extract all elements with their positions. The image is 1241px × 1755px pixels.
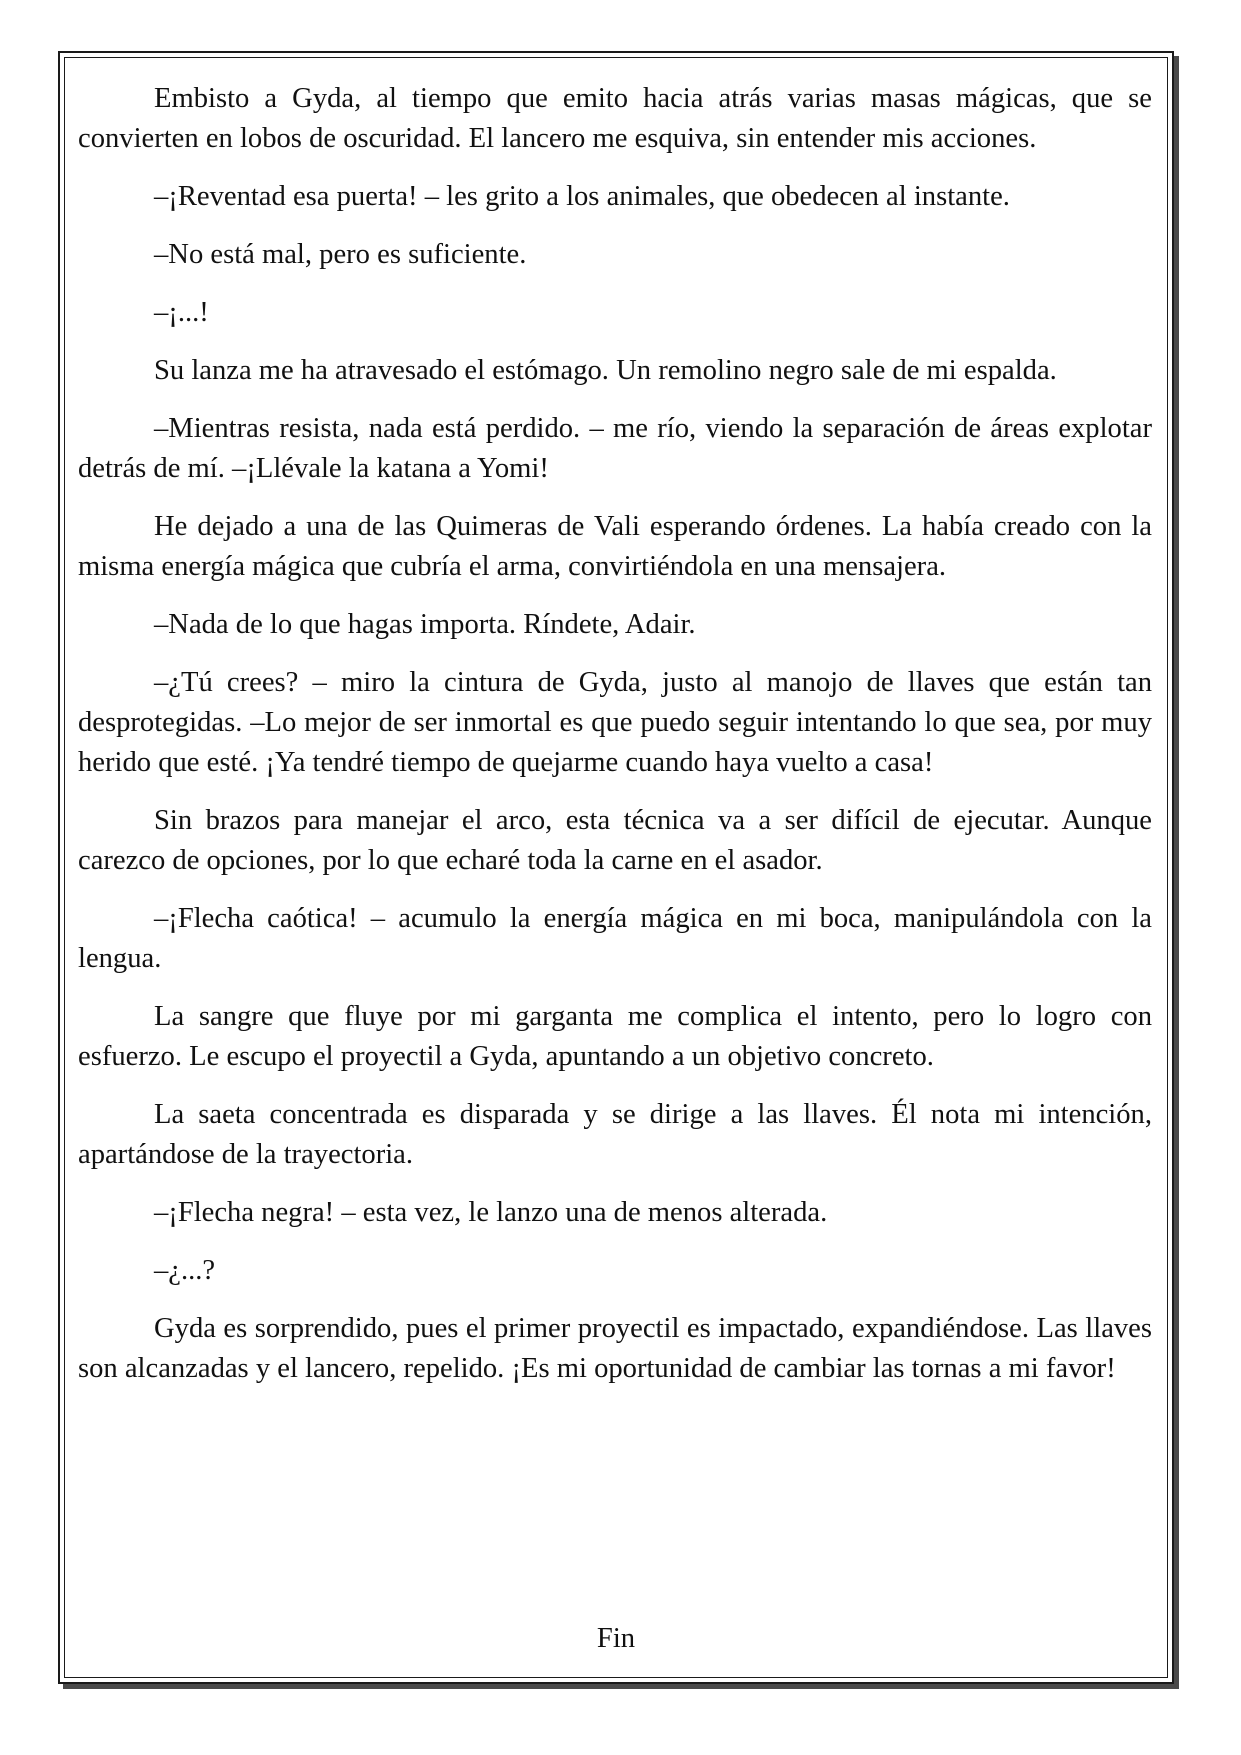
end-label: Fin — [596, 1623, 636, 1654]
paragraph: La saeta concentrada es disparada y se dirige a las llaves. Él nota mi intención, apartándose de la trayectoria. — [78, 1099, 1152, 1170]
paragraph: Su lanza me ha atravesado el estómago. Un remolino negro sale de mi espalda. — [154, 355, 1057, 386]
paragraph: –¡Reventad esa puerta! – les grito a los animales, que obedecen al instante. — [154, 181, 1010, 212]
paragraph: Gyda es sorprendido, pues el primer proyectil es impactado, expandiéndose. Las llaves son alcanzadas y el lancero, repelido. ¡Es mi oportunidad de cambiar las tornas a mi favor! — [78, 1313, 1152, 1384]
paragraph: –¿Tú crees? – miro la cintura de Gyda, justo al manojo de llaves que están tan desprotegidas. –Lo mejor de ser inmortal es que puedo seguir intentando lo que sea, por muy herido que esté. ¡Ya tendré tiempo de quejarme cuando haya vuelto a casa! — [78, 667, 1152, 778]
paragraph: –No está mal, pero es suficiente. — [154, 239, 527, 270]
paragraph: –Nada de lo que hagas importa. Ríndete, Adair. — [154, 609, 696, 640]
paragraph: La sangre que fluye por mi garganta me complica el intento, pero lo logro con esfuerzo. Le escupo el proyectil a Gyda, apuntando a un objetivo concreto. — [78, 1001, 1152, 1072]
paragraph: He dejado a una de las Quimeras de Vali esperando órdenes. La había creado con la misma energía mágica que cubría el arma, convirtiéndola en una mensajera. — [78, 511, 1152, 582]
page-frame — [58, 51, 1174, 1684]
paragraph: –¿...? — [154, 1255, 216, 1286]
paragraph: Sin brazos para manejar el arco, esta técnica va a ser difícil de ejecutar. Aunque carezco de opciones, por lo que echaré toda la carne en el asador. — [78, 805, 1152, 876]
paragraph: –¡...! — [154, 297, 209, 328]
paragraph: –¡Flecha caótica! – acumulo la energía mágica en mi boca, manipulándola con la lengua. — [78, 903, 1152, 974]
paragraph: Embisto a Gyda, al tiempo que emito hacia atrás varias masas mágicas, que se convierten en lobos de oscuridad. El lancero me esquiva, sin entender mis acciones. — [78, 83, 1152, 154]
paragraph: –Mientras resista, nada está perdido. – me río, viendo la separación de áreas explotar detrás de mí. –¡Llévale la katana a Yomi! — [78, 413, 1152, 484]
paragraph: –¡Flecha negra! – esta vez, le lanzo una de menos alterada. — [154, 1197, 828, 1228]
story-text — [78, 79, 1152, 1407]
